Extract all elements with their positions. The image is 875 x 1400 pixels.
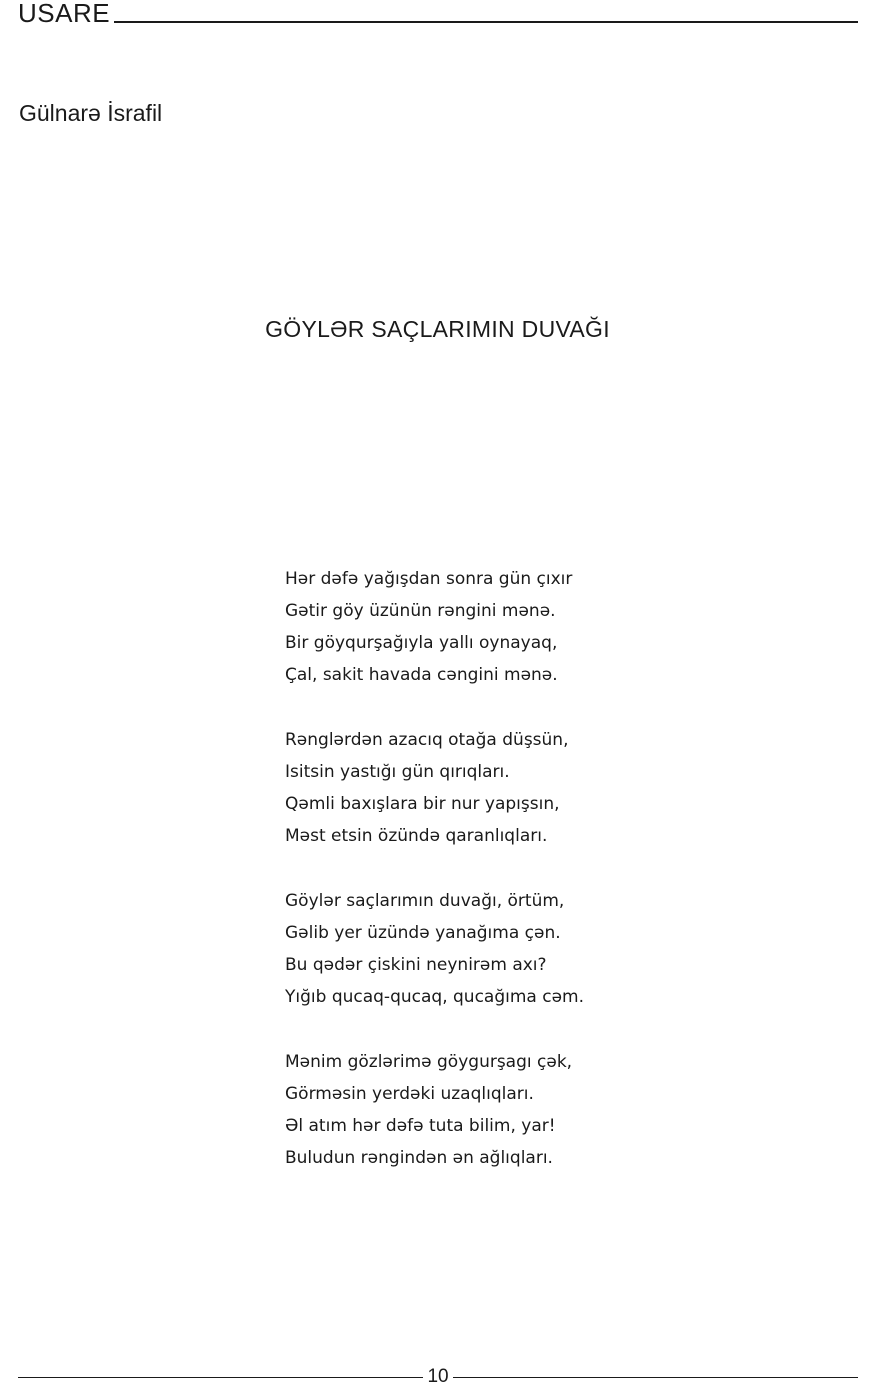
poem-line: Məst etsin özündə qaranlıqları.: [285, 826, 548, 846]
page-footer: [18, 1366, 858, 1388]
footer-rule-right: [453, 1377, 858, 1378]
poem-line: Gəlib yer üzündə yanağıma çən.: [285, 923, 561, 943]
stanza-1: [285, 565, 584, 693]
page-number: 10: [427, 1366, 449, 1387]
poem-line: Hər dəfə yağışdan sonra gün çıxır: [285, 569, 573, 589]
poem-body: [285, 565, 584, 1209]
stanza-3: [285, 887, 584, 1015]
poem-line: Bu qədər çiskini neynirəm axı?: [285, 955, 547, 975]
poem-line: Əl atım hər dəfə tuta bilim, yar!: [285, 1116, 556, 1136]
poem-line: Yığıb qucaq-qucaq, qucağıma cəm.: [285, 987, 584, 1007]
journal-name: USARE: [18, 0, 111, 28]
poem-line: Isitsin yastığı gün qırıqları.: [285, 762, 510, 782]
poem-line: Rənglərdən azacıq otağa düşsün,: [285, 730, 569, 750]
poem-line: Görməsin yerdəki uzaqlıqları.: [285, 1084, 534, 1104]
poem-title: GÖYLƏR SAÇLARIMIN DUVAĞI: [265, 316, 610, 342]
poem-line: Buludun rəngindən ən ağlıqları.: [285, 1148, 553, 1168]
poem-line: Çal, sakit havada cəngini mənə.: [285, 665, 558, 685]
poem-line: Qəmli baxışlara bir nur yapışsın,: [285, 794, 560, 814]
author-name: Gülnarə İsrafil: [19, 100, 163, 126]
poem-line: Gətir göy üzünün rəngini mənə.: [285, 601, 556, 621]
page-header: [18, 0, 858, 28]
poem-line: Göylər saçlarımın duvağı, örtüm,: [285, 891, 565, 911]
footer-rule-left: [18, 1377, 423, 1378]
poem-line: Bir göyqurşağıyla yallı oynayaq,: [285, 633, 558, 653]
header-rule: [114, 21, 858, 23]
stanza-2: [285, 726, 584, 854]
stanza-4: [285, 1048, 584, 1176]
poem-line: Mənim gözlərimə göygurşagı çək,: [285, 1052, 573, 1072]
